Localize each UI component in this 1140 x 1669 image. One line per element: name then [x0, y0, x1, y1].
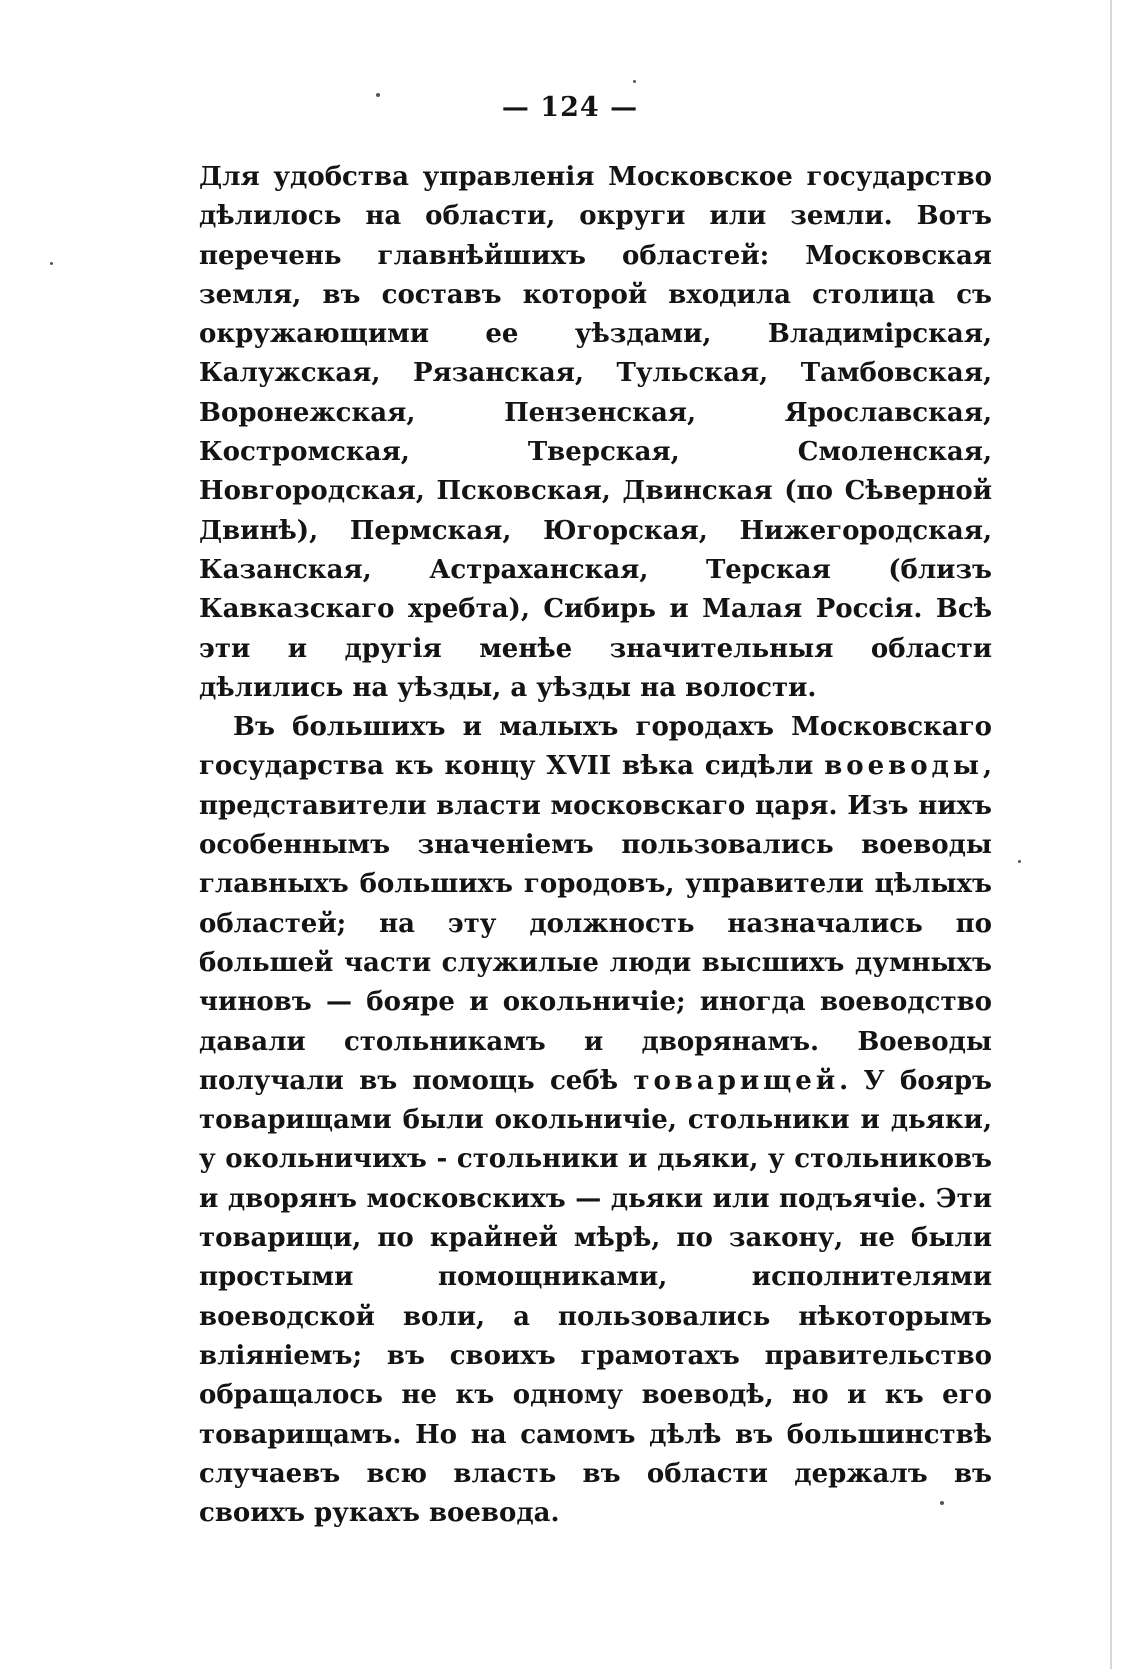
paragraph-1: Для удобства управленія Московское государство дѣлилось на области, округи или земли. Вотъ перечень главнѣйшихъ областей: Московская земля, въ составъ которой входила столица съ окружающими ее уѣздами, Владимірская, Калужская, Рязанская, Тульская, Тамбовская, Воронежская, Пензенская, Ярославская, Костромская, Тверская, Смоленская, Новгородская, Псковская, Двинская (по Сѣверной Двинѣ), Пермская, Югорская, Нижегородская, Казанская, Астраханская, Терская (близъ Кавказскаго хребта), Сибирь и Малая Россія. Всѣ эти и другія менѣе значительныя области дѣлились на уѣзды, а уѣзды на волости.	[199, 162, 992, 703]
body-text	[199, 158, 992, 1533]
paragraph-2	[199, 708, 992, 1533]
paragraph-2-part-3: . У бояръ товарищами были окольничіе, стольники и дьяки, у окольничихъ - стольники и дьяки, у стольниковъ и дворянъ московскихъ — дьяки или подъячіе. Эти товарищи, по крайней мѣрѣ, по закону, не были простыми помощниками, исполнителями воеводской воли, а пользовались нѣкоторымъ вліяніемъ; въ своихъ грамотахъ правительство обращалось не къ одному воеводѣ, но и къ его товарищамъ. Но на самомъ дѣлѣ въ большинствѣ случаевъ всю власть въ области держалъ въ своихъ рукахъ воевода.	[199, 1065, 992, 1529]
page-edge-line	[1110, 0, 1112, 1669]
spaced-term-tovarishchey: товарищей	[633, 1065, 840, 1096]
print-speck	[633, 80, 636, 83]
spaced-term-voevody: воеводы	[824, 751, 983, 782]
print-speck	[50, 262, 53, 265]
paragraph-2-part-1: Въ большихъ и малыхъ городахъ Московскаго государства къ концу XVII вѣка сидѣли	[199, 712, 992, 782]
page-number: — 124 —	[501, 92, 639, 123]
paragraph-2-part-2: , представители власти московскаго царя. Изъ нихъ особеннымъ значеніемъ пользовались воеводы главныхъ большихъ городовъ, управители цѣлыхъ областей; на эту должность назначались по большей части служилые люди высшихъ думныхъ чиновъ — бояре и окольничіе; иногда воеводство давали стольникамъ и дворянамъ. Воеводы получали въ помощь себѣ	[199, 751, 992, 1096]
print-speck	[1018, 860, 1021, 863]
